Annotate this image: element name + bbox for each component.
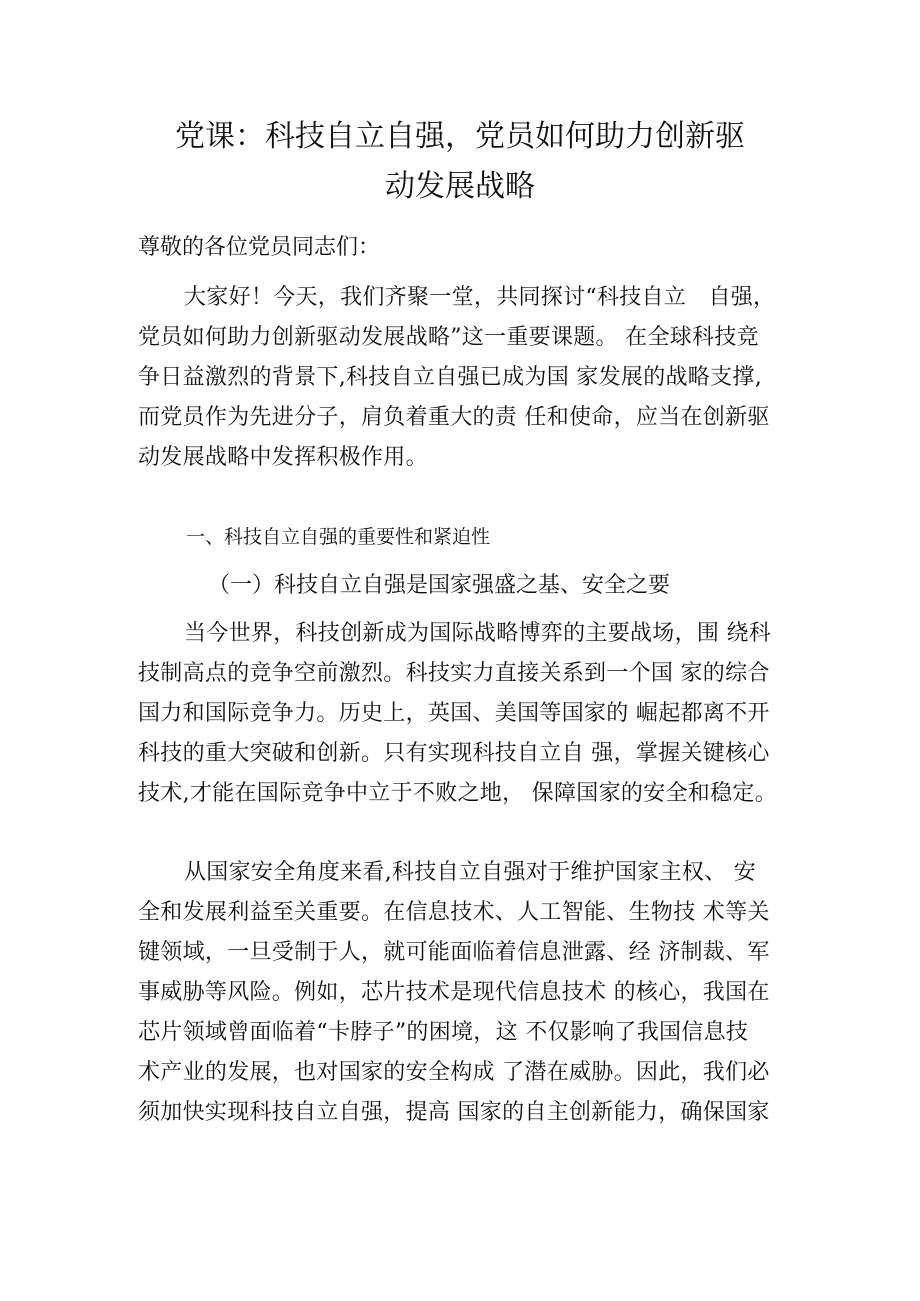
- intro-paragraph: [138, 278, 798, 478]
- body-paragraph-2: [138, 853, 798, 1133]
- body-paragraph-1: [138, 614, 798, 814]
- paragraph-line: 键领域，一旦受制于人，就可能面临着信息泄露、经 济制裁、军: [138, 940, 770, 965]
- paragraph-line: 党员如何助力创新驱动发展战略”这一重要课题。 在全球科技竞: [138, 325, 759, 350]
- paragraph-line: 技制高点的竞争空前激烈。科技实力直接关系到一个国 家的综合: [138, 661, 770, 686]
- title-line-2: 动发展战略: [385, 169, 535, 204]
- document-title: [120, 112, 800, 212]
- paragraph-line: 大家好！今天，我们齐聚一堂，共同探讨“科技自立 自强，: [184, 285, 776, 310]
- paragraph-line: 芯片领域曾面临着“卡脖子”的困境，这 不仅影响了我国信息技: [138, 1020, 749, 1045]
- salutation: 尊敬的各位党员同志们：: [138, 235, 381, 260]
- paragraph-line: 而党员作为先进分子，肩负着重大的责 任和使命，应当在创新驱: [138, 405, 770, 430]
- paragraph-line: 术产业的发展，也对国家的安全构成 了潜在威胁。因此，我们必: [138, 1060, 770, 1085]
- paragraph-line: 技术,才能在国际竞争中立于不败之地， 保障国家的安全和稳定。: [138, 781, 777, 806]
- paragraph-line: 科技的重大突破和创新。只有实现科技自立自 强，掌握关键核心: [138, 741, 770, 766]
- paragraph-line: 从国家安全角度来看,科技自立自强对于维护国家主权、 安: [184, 860, 757, 885]
- paragraph-line: 须加快实现科技自立自强，提高 国家的自主创新能力，确保国家: [138, 1100, 770, 1125]
- paragraph-line: 当今世界，科技创新成为国际战略博弈的主要战场，围 绕科: [184, 621, 772, 646]
- paragraph-line: 国力和国际竞争力。历史上，英国、美国等国家的 崛起都离不开: [138, 701, 770, 726]
- paragraph-line: 争日益激烈的背景下,科技自立自强已成为国 家发展的战略支撑,: [138, 365, 762, 390]
- section-heading: 一、科技自立自强的重要性和紧迫性: [186, 526, 491, 548]
- paragraph-line: 全和发展利益至关重要。在信息技术、人工智能、生物技 术等关: [138, 900, 770, 925]
- paragraph-line: 事威胁等风险。例如，芯片技术是现代信息技术 的核心，我国在: [138, 980, 770, 1005]
- paragraph-line: 动发展战略中发挥积极作用。: [138, 445, 428, 470]
- title-line-1: 党课：科技自立自强，党员如何助力创新驱: [175, 119, 745, 154]
- subsection-heading: （一）科技自立自强是国家强盛之基、安全之要: [208, 573, 671, 598]
